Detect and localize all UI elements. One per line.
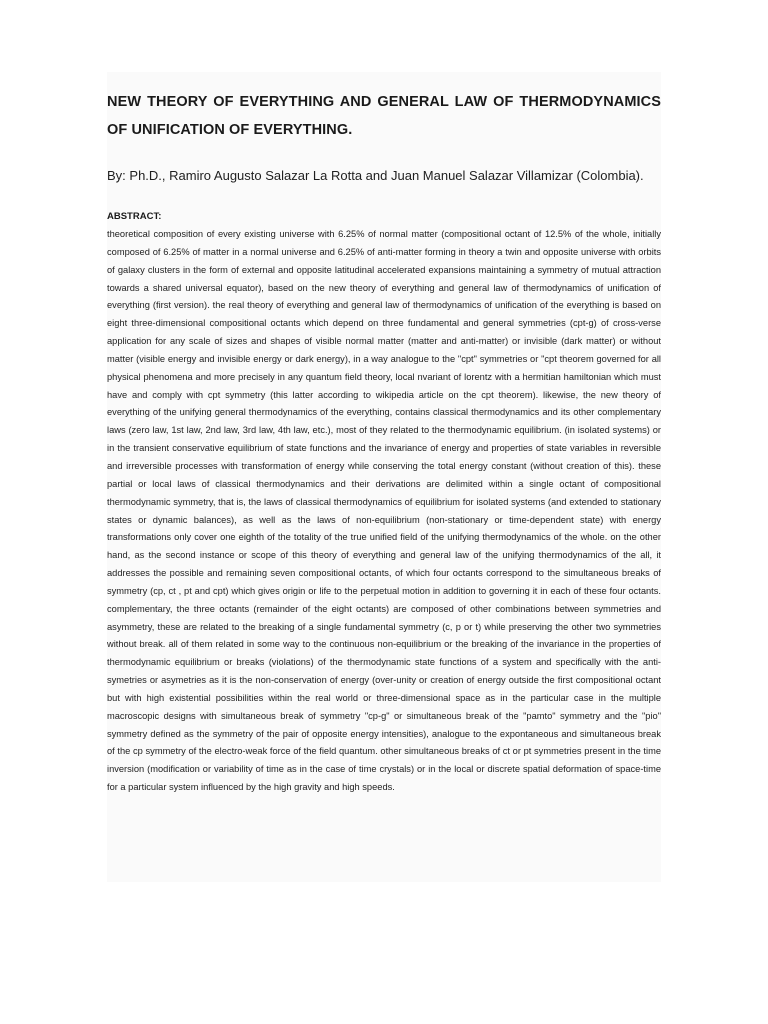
document-page (107, 72, 661, 882)
document-authors: By: Ph.D., Ramiro Augusto Salazar La Rotta and Juan Manuel Salazar Villamizar (Colombia). (107, 168, 644, 183)
abstract-heading: ABSTRACT: (107, 211, 162, 222)
abstract-body: theoretical composition of every existing universe with 6.25% of normal matter (compositional octant of 12.5% of the whole, initially composed of 6.25% of matter in a normal universe and 6.25% of anti-matter forming in theory a twin and opposite universe with orbits of galaxy clusters in the form of external and opposite latitudinal accelerated expansions maintaining a symmetry of mutual attraction towards a shared universal equator), based on the new theory of everything and general law of thermodynamics of unification of everything (first version). the real theory of everything and general law of thermodynamics of unification of the everything is based on eight three-dimensional compositional octants which depend on three fundamental and general symmetries (cpt-g) of cross-verse application for any scale of sizes and shapes of visible normal matter (matter and anti-matter) or invisible (dark matter) or without matter (visible energy and invisible energy or dark energy), in a way analogue to the "cpt" symmetries or "cpt theorem governed for all physical phenomena and more precisely in any quantum field theory, local nvariant of lorentz with a hermitian hamiltonian which must have and comply with cpt symmetry (this latter according to wikipedia article on the cpt theorem). likewise, the new theory of everything of the unifying general thermodynamics of the everything, contains classical thermodynamics and its other complementary laws (zero law, 1st law, 2nd law, 3rd law, 4th law, etc.), most of they related to the thermodynamic equilibrium. (in isolated systems) or in the transient conservative equilibrium of state functions and the invariance of energy and properties of state variables in reversible and irreversible processes with transformation of energy while conserving the total energy constant (without creation of this). these partial or local laws of classical thermodynamics and their derivations are delimited within a single octant of compositional thermodynamic symmetry, that is, the laws of classical thermodynamics of equilibrium for isolated systems (and extended to stationary states or dynamic balances), as well as the laws of non-equilibrium (non-stationary or time-dependent state) with energy transformations only cover one eighth of the totality of the true unified field of the unifying thermodynamics of the whole. on the other hand, as the second instance or scope of this theory of everything and general law of the unifying thermodynamics of the all, it addresses the possible and remaining seven compositional octants, of which four octants correspond to the simultaneous breaks of symmetry (cp, ct , pt and cpt) which gives origin or life to the perpetual motion in addition to governing it in each of these four octants. complementary, the three octants (remainder of the eight octants) are composed of other combinations between symmetries and asymmetry, these are related to the breaking of a single fundamental symmetry (c, p or t) while preserving the other two symmetries without break. all of them related in some way to the continuous non-equilibrium or the breaking of the invariance in the properties of thermodynamic equilibrium or breaks (violations) of the thermodynamic state functions of a system and specifically with the anti-symetries or asymetries as it is the non-conservation of energy (over-unity or creation of energy outside the first compositional octant but with high existential possibilities within the real world or three-dimensional space as in the particular case in the multiple macroscopic designs with simultaneous break of symmetry "cp-g" or simultaneous break of the "pamto" symmetry and the "pio" symmetry defined as the symmetry of the pair of opposite energy intensities), analogue to the expontaneous and simultaneous break of the cp symmetry of the electro-weak force of the field quantum. other simultaneous breaks of ct or pt symmetries present in the time inversion (modification or variability of time as in the case of time crystals) or in the local or discrete spatial deformation of space-time for a particular system influenced by the high gravity and high speeds. (107, 229, 661, 793)
document-title: NEW THEORY OF EVERYTHING AND GENERAL LAW OF THERMODYNAMICS OF UNIFICATION OF EVERYTHING. (107, 94, 661, 138)
